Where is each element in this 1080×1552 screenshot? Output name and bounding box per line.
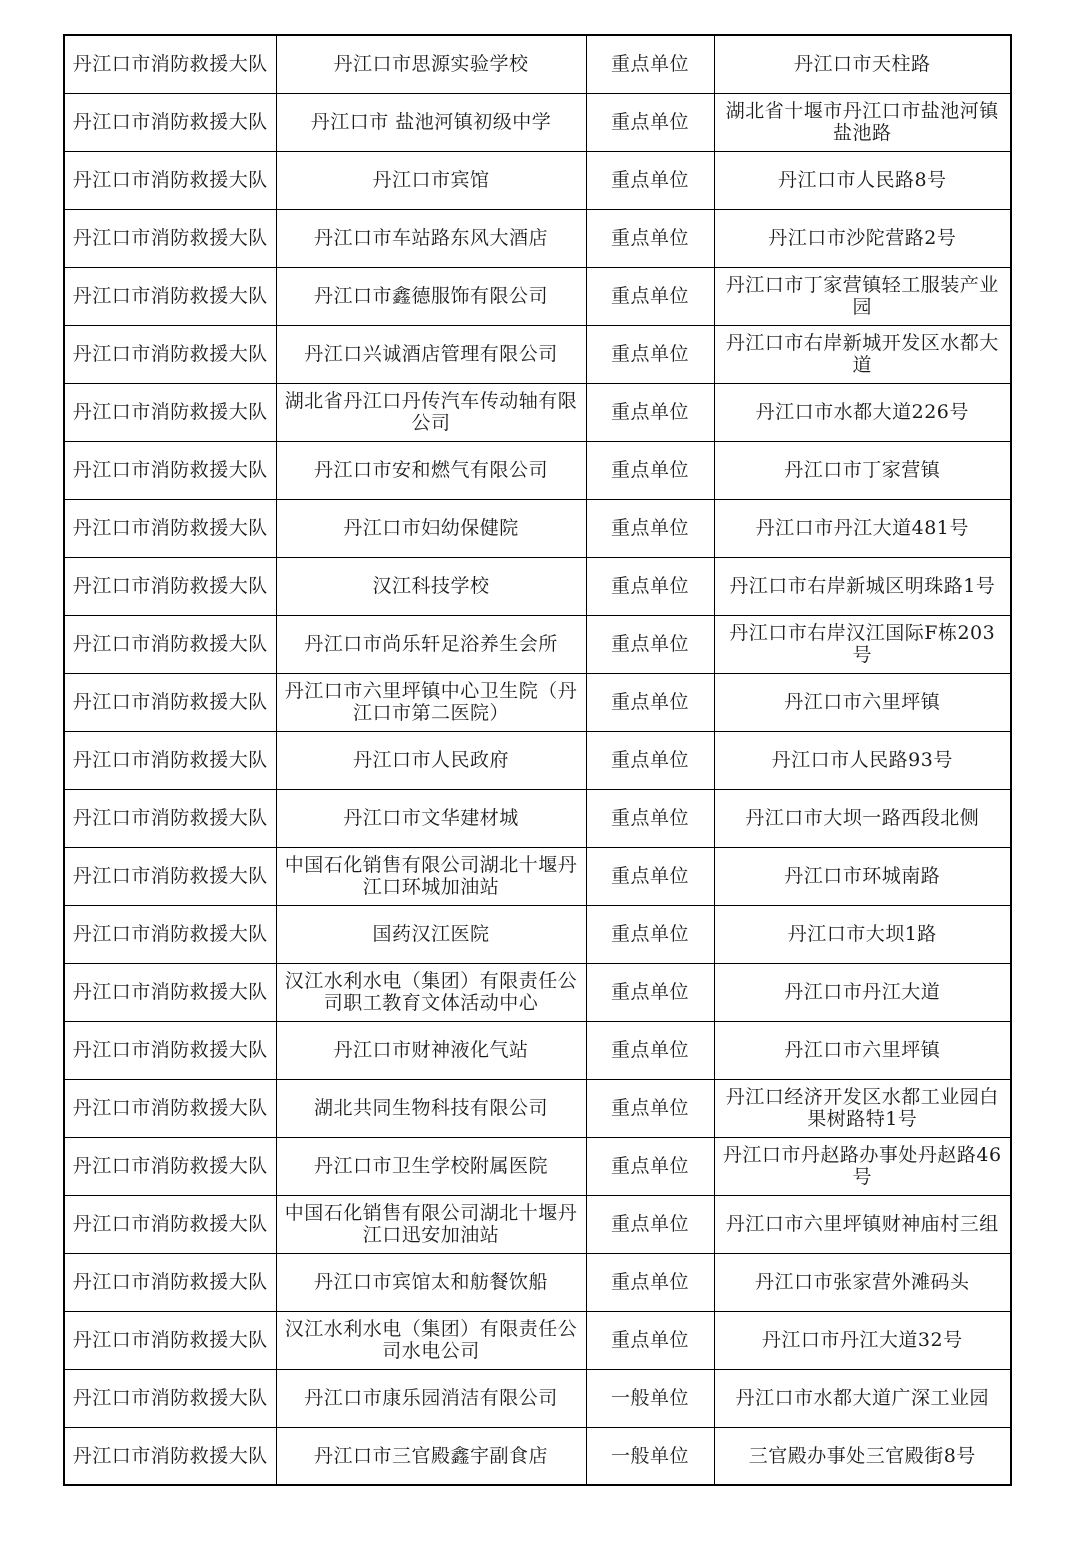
brigade-cell: 丹江口市消防救援大队	[64, 673, 276, 731]
brigade-cell: 丹江口市消防救援大队	[64, 789, 276, 847]
address-cell: 丹江口市人民路93号	[714, 731, 1011, 789]
address-cell: 丹江口市右岸新城区明珠路1号	[714, 557, 1011, 615]
unit-level-cell: 重点单位	[586, 267, 714, 325]
address-cell: 丹江口市右岸新城开发区水都大道	[714, 325, 1011, 383]
unit-level-cell: 重点单位	[586, 151, 714, 209]
address-cell: 三官殿办事处三官殿街8号	[714, 1427, 1011, 1485]
unit-level-cell: 重点单位	[586, 963, 714, 1021]
unit-level-cell: 重点单位	[586, 325, 714, 383]
address-cell: 丹江口市丹江大道32号	[714, 1311, 1011, 1369]
address-cell: 丹江口市丁家营镇轻工服装产业园	[714, 267, 1011, 325]
unit-name-cell: 国药汉江医院	[276, 905, 586, 963]
table-row	[64, 1021, 1011, 1079]
table-row	[64, 383, 1011, 441]
address-cell: 丹江口市天柱路	[714, 35, 1011, 93]
table-row	[64, 731, 1011, 789]
table-row	[64, 209, 1011, 267]
address-cell: 丹江口经济开发区水都工业园白果树路特1号	[714, 1079, 1011, 1137]
table-row	[64, 499, 1011, 557]
unit-level-cell: 重点单位	[586, 383, 714, 441]
unit-level-cell: 重点单位	[586, 209, 714, 267]
unit-level-cell: 重点单位	[586, 557, 714, 615]
address-cell: 丹江口市丹江大道	[714, 963, 1011, 1021]
brigade-cell: 丹江口市消防救援大队	[64, 1195, 276, 1253]
unit-level-cell: 重点单位	[586, 1079, 714, 1137]
unit-level-cell: 重点单位	[586, 499, 714, 557]
brigade-cell: 丹江口市消防救援大队	[64, 383, 276, 441]
address-cell: 丹江口市大坝一路西段北侧	[714, 789, 1011, 847]
table-row	[64, 1311, 1011, 1369]
unit-level-cell: 重点单位	[586, 847, 714, 905]
unit-level-cell: 重点单位	[586, 1195, 714, 1253]
brigade-cell: 丹江口市消防救援大队	[64, 1079, 276, 1137]
table-row	[64, 1137, 1011, 1195]
unit-level-cell: 重点单位	[586, 1021, 714, 1079]
table-row	[64, 267, 1011, 325]
brigade-cell: 丹江口市消防救援大队	[64, 1253, 276, 1311]
unit-name-cell: 丹江口市妇幼保健院	[276, 499, 586, 557]
unit-name-cell: 丹江口兴诚酒店管理有限公司	[276, 325, 586, 383]
brigade-cell: 丹江口市消防救援大队	[64, 1311, 276, 1369]
table-row	[64, 35, 1011, 93]
unit-name-cell: 丹江口市财神液化气站	[276, 1021, 586, 1079]
brigade-cell: 丹江口市消防救援大队	[64, 1369, 276, 1427]
table-row	[64, 615, 1011, 673]
unit-level-cell: 重点单位	[586, 673, 714, 731]
table-row	[64, 325, 1011, 383]
unit-name-cell: 丹江口市宾馆	[276, 151, 586, 209]
address-cell: 丹江口市沙陀营路2号	[714, 209, 1011, 267]
brigade-cell: 丹江口市消防救援大队	[64, 963, 276, 1021]
table-row	[64, 1253, 1011, 1311]
unit-name-cell: 丹江口市六里坪镇中心卫生院（丹江口市第二医院）	[276, 673, 586, 731]
address-cell: 湖北省十堰市丹江口市盐池河镇盐池路	[714, 93, 1011, 151]
table-row	[64, 93, 1011, 151]
unit-level-cell: 重点单位	[586, 731, 714, 789]
unit-level-cell: 重点单位	[586, 35, 714, 93]
unit-level-cell: 重点单位	[586, 441, 714, 499]
table-row	[64, 557, 1011, 615]
table-row	[64, 151, 1011, 209]
brigade-cell: 丹江口市消防救援大队	[64, 35, 276, 93]
brigade-cell: 丹江口市消防救援大队	[64, 151, 276, 209]
address-cell: 丹江口市丹江大道481号	[714, 499, 1011, 557]
brigade-cell: 丹江口市消防救援大队	[64, 557, 276, 615]
unit-name-cell: 丹江口市卫生学校附属医院	[276, 1137, 586, 1195]
table-body	[64, 35, 1011, 1485]
unit-name-cell: 丹江口市文华建材城	[276, 789, 586, 847]
unit-name-cell: 丹江口市 盐池河镇初级中学	[276, 93, 586, 151]
table-row	[64, 1427, 1011, 1485]
unit-name-cell: 湖北共同生物科技有限公司	[276, 1079, 586, 1137]
address-cell: 丹江口市水都大道广深工业园	[714, 1369, 1011, 1427]
unit-level-cell: 重点单位	[586, 789, 714, 847]
address-cell: 丹江口市人民路8号	[714, 151, 1011, 209]
address-cell: 丹江口市大坝1路	[714, 905, 1011, 963]
brigade-cell: 丹江口市消防救援大队	[64, 325, 276, 383]
address-cell: 丹江口市六里坪镇	[714, 1021, 1011, 1079]
brigade-cell: 丹江口市消防救援大队	[64, 731, 276, 789]
unit-name-cell: 湖北省丹江口丹传汽车传动轴有限公司	[276, 383, 586, 441]
unit-name-cell: 丹江口市车站路东风大酒店	[276, 209, 586, 267]
brigade-cell: 丹江口市消防救援大队	[64, 441, 276, 499]
brigade-cell: 丹江口市消防救援大队	[64, 1021, 276, 1079]
table-row	[64, 441, 1011, 499]
brigade-cell: 丹江口市消防救援大队	[64, 1427, 276, 1485]
unit-name-cell: 汉江水利水电（集团）有限责任公司水电公司	[276, 1311, 586, 1369]
unit-level-cell: 重点单位	[586, 1253, 714, 1311]
table-row	[64, 905, 1011, 963]
brigade-cell: 丹江口市消防救援大队	[64, 499, 276, 557]
unit-name-cell: 中国石化销售有限公司湖北十堰丹江口迅安加油站	[276, 1195, 586, 1253]
address-cell: 丹江口市六里坪镇	[714, 673, 1011, 731]
table-row	[64, 1079, 1011, 1137]
table-row	[64, 789, 1011, 847]
unit-name-cell: 丹江口市安和燃气有限公司	[276, 441, 586, 499]
brigade-cell: 丹江口市消防救援大队	[64, 615, 276, 673]
brigade-cell: 丹江口市消防救援大队	[64, 847, 276, 905]
unit-name-cell: 汉江科技学校	[276, 557, 586, 615]
unit-name-cell: 丹江口市宾馆太和舫餐饮船	[276, 1253, 586, 1311]
unit-name-cell: 丹江口市三官殿鑫宇副食店	[276, 1427, 586, 1485]
unit-name-cell: 丹江口市思源实验学校	[276, 35, 586, 93]
address-cell: 丹江口市六里坪镇财神庙村三组	[714, 1195, 1011, 1253]
unit-level-cell: 重点单位	[586, 905, 714, 963]
unit-name-cell: 丹江口市人民政府	[276, 731, 586, 789]
unit-name-cell: 丹江口市鑫德服饰有限公司	[276, 267, 586, 325]
address-cell: 丹江口市水都大道226号	[714, 383, 1011, 441]
brigade-cell: 丹江口市消防救援大队	[64, 905, 276, 963]
brigade-cell: 丹江口市消防救援大队	[64, 1137, 276, 1195]
table-row	[64, 673, 1011, 731]
unit-name-cell: 汉江水利水电（集团）有限责任公司职工教育文体活动中心	[276, 963, 586, 1021]
unit-level-cell: 重点单位	[586, 615, 714, 673]
address-cell: 丹江口市丹赵路办事处丹赵路46号	[714, 1137, 1011, 1195]
unit-level-cell: 重点单位	[586, 1137, 714, 1195]
fire-safety-units-table	[63, 34, 1012, 1486]
address-cell: 丹江口市张家营外滩码头	[714, 1253, 1011, 1311]
unit-name-cell: 丹江口市尚乐轩足浴养生会所	[276, 615, 586, 673]
address-cell: 丹江口市丁家营镇	[714, 441, 1011, 499]
table-row	[64, 963, 1011, 1021]
address-cell: 丹江口市环城南路	[714, 847, 1011, 905]
unit-name-cell: 丹江口市康乐园消洁有限公司	[276, 1369, 586, 1427]
unit-level-cell: 重点单位	[586, 1311, 714, 1369]
brigade-cell: 丹江口市消防救援大队	[64, 209, 276, 267]
brigade-cell: 丹江口市消防救援大队	[64, 93, 276, 151]
unit-level-cell: 重点单位	[586, 93, 714, 151]
table-row	[64, 847, 1011, 905]
unit-name-cell: 中国石化销售有限公司湖北十堰丹江口环城加油站	[276, 847, 586, 905]
table-row	[64, 1195, 1011, 1253]
address-cell: 丹江口市右岸汉江国际F栋203号	[714, 615, 1011, 673]
unit-level-cell: 一般单位	[586, 1427, 714, 1485]
unit-level-cell: 一般单位	[586, 1369, 714, 1427]
brigade-cell: 丹江口市消防救援大队	[64, 267, 276, 325]
table-row	[64, 1369, 1011, 1427]
